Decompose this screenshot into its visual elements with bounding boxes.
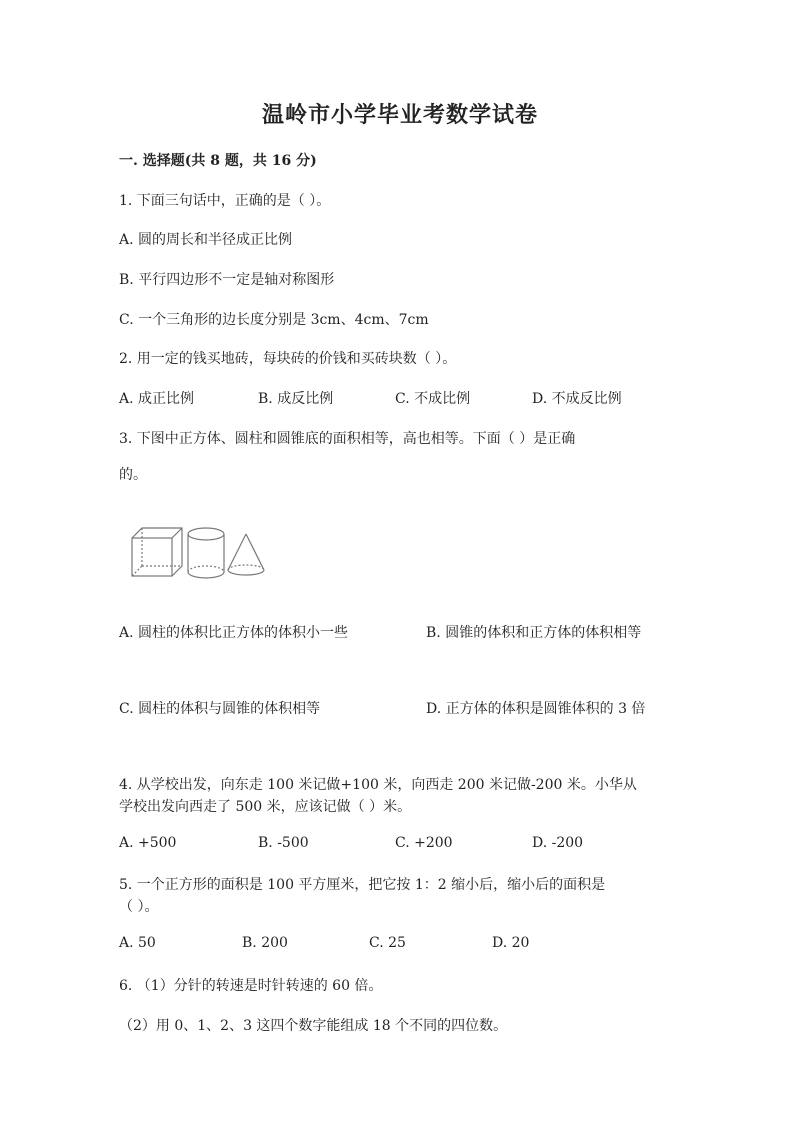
solids-figure <box>128 524 268 580</box>
question-2-option-c: C. 不成比例 <box>395 391 471 407</box>
question-1-stem: 1. 下面三句话中，正确的是（ ）。 <box>119 193 331 209</box>
question-1-option-b: B. 平行四边形不一定是轴对称图形 <box>119 272 335 288</box>
question-5-stem-line-1: 5. 一个正方形的面积是 100 平方厘米，把它按 1：2 缩小后，缩小后的面积是 <box>119 877 606 893</box>
question-1-option-c: C. 一个三角形的边长度分别是 3cm、4cm、7cm <box>119 312 429 328</box>
question-5-option-a: A. 50 <box>119 935 156 951</box>
question-3-option-c: C. 圆柱的体积与圆锥的体积相等 <box>119 701 321 717</box>
question-4-option-c: C. +200 <box>395 835 453 851</box>
question-4-option-d: D. -200 <box>532 835 584 851</box>
question-5-option-b: B. 200 <box>242 935 288 951</box>
question-3-option-d: D. 正方体的体积是圆锥体积的 3 倍 <box>426 701 646 717</box>
question-5-option-d: D. 20 <box>492 935 530 951</box>
question-3-option-a: A. 圆柱的体积比正方体的体积小一些 <box>119 625 349 641</box>
cone-shape <box>228 534 264 575</box>
page-title: 温岭市小学毕业考数学试卷 <box>261 102 538 128</box>
question-6-statement-2: （2）用 0、1、2、3 这四个数字能组成 18 个不同的四位数。 <box>119 1018 508 1034</box>
question-5-option-c: C. 25 <box>369 935 406 951</box>
question-5-stem-line-2: （ ）。 <box>119 899 159 915</box>
question-4-stem-line-1: 4. 从学校出发，向东走 100 米记做+100 米，向西走 200 米记做-200 米。小华从 <box>119 777 637 793</box>
cube-shape <box>132 528 182 576</box>
question-4-option-a: A. +500 <box>119 835 177 851</box>
question-2-option-a: A. 成正比例 <box>119 391 195 407</box>
question-6-statement-1: 6. （1）分针的转速是时针转速的 60 倍。 <box>119 978 383 994</box>
section-heading: 一. 选择题(共 8 题，共 16 分) <box>119 153 317 169</box>
question-3-option-b: B. 圆锥的体积和正方体的体积相等 <box>426 625 642 641</box>
question-3-stem-line-2: 的。 <box>119 467 147 483</box>
question-4-option-b: B. -500 <box>258 835 309 851</box>
question-2-option-b: B. 成反比例 <box>258 391 334 407</box>
question-2-option-d: D. 不成反比例 <box>532 391 622 407</box>
cylinder-shape <box>188 528 224 578</box>
question-1-option-a: A. 圆的周长和半径成正比例 <box>119 232 293 248</box>
question-3-stem-line-1: 3. 下图中正方体、圆柱和圆锥底的面积相等，高也相等。下面（ ）是正确 <box>119 431 576 447</box>
question-4-stem-line-2: 学校出发向西走了 500 米，应该记做（ ）米。 <box>119 799 412 815</box>
question-2-stem: 2. 用一定的钱买地砖，每块砖的价钱和买砖块数（ ）。 <box>119 351 457 367</box>
